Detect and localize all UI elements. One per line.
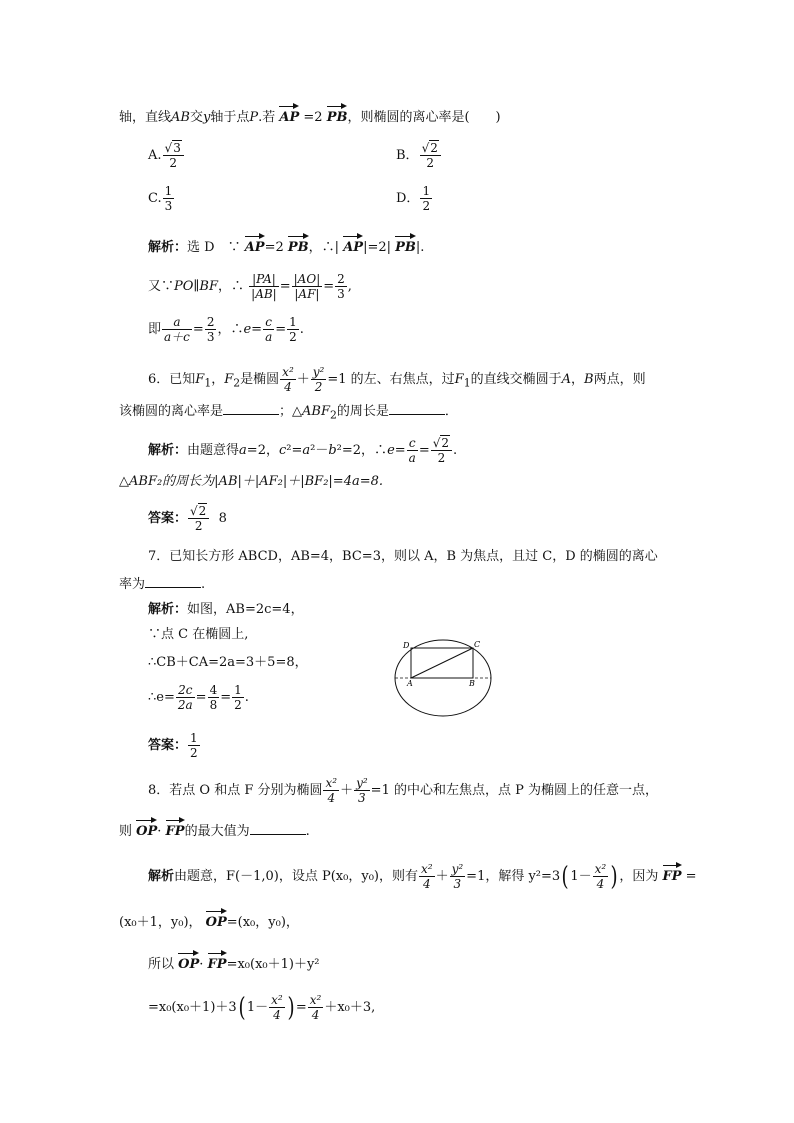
q6-solution-line2: △ABF₂的周长为|AB|＋|AF₂|＋|BF₂|=4a=8. — [119, 474, 384, 489]
q8-line1: 8．若点 O 和点 F 分别为椭圆 $\frac{\text{x²}}{4}$ ＋ $\frac{\text{y²}}{3}$ =1 的中心和左焦点，点 P 为椭圆上的任意一点， — [148, 776, 658, 805]
answer-blank[interactable] — [223, 402, 279, 415]
vector-ap: AP — [279, 103, 299, 127]
option-c: C. $\frac{1}{3}$ — [148, 184, 173, 213]
q6-answer: 答案： $\frac{√2}{2}$ 8 — [148, 504, 227, 533]
q8-line2: 则 OP· FP的最大值为 . — [119, 817, 310, 841]
option-b: B． $\frac{√2}{2}$ — [396, 141, 442, 170]
q6-solution-line1: 解析：由题意得a=2，c²=a²－b²=2，∴e= $\frac{c}{a}$ = $\frac{√2}{2}$ . — [148, 436, 458, 465]
q5-solution-line2: 又∵PO∥BF，∴ $\frac{|PA|}{|AB|}$ = $\frac{|AO|}{|AF|}$ = $\frac{2}{3}$ , — [148, 272, 352, 301]
q7-answer: 答案： $\frac{1}{2}$ — [148, 731, 198, 760]
q7-line2: 率为 . — [119, 577, 206, 592]
q8-solution-line4: =x₀(x₀＋1)＋3( 1－ $\frac{\text{x²}}{4}$ ) = $\frac{\text{x²}}{4}$ ＋x₀＋3, — [148, 992, 376, 1023]
q6-line2: 该椭圆的离心率是 ；$\triangle ABF_2$的周长是 ． — [119, 404, 458, 422]
q5-continuation-line: 轴，直线AB交y轴于点P.若 AP =2 PB，则椭圆的离心率是( ) — [119, 103, 501, 127]
q8-solution-line2: (x₀＋1，y₀)， OP=(x₀，y₀)， — [119, 908, 299, 932]
q7-solution-line4: ∴e= $\frac{2c}{2a}$ = $\frac{4}{8}$ = $\frac{1}{2}$ . — [148, 683, 249, 712]
ellipse-rectangle-figure — [393, 638, 493, 720]
answer-blank[interactable] — [145, 575, 201, 588]
option-a: A. $\frac{√3}{2}$ — [148, 141, 185, 170]
label-a: A — [407, 679, 413, 688]
q7-solution-line2: ∵点 C 在椭圆上, — [148, 627, 249, 642]
label-d: D — [403, 641, 410, 650]
q5-solution-line3: 即 $\frac{a}{a+c}$ = $\frac{2}{3}$ ，∴e= $\frac{c}{a}$ = $\frac{1}{2}$ . — [148, 315, 304, 344]
answer-blank[interactable] — [389, 402, 445, 415]
q7-solution-line3: ∴CB＋CA=2a=3＋5=8， — [148, 655, 308, 670]
q7-solution-line1: 解析：如图，AB=2c=4， — [148, 602, 304, 617]
q5-solution-line1: 解析：选 D ∵ AP=2 PB，∴| AP|=2| PB|. — [148, 233, 424, 257]
q6-line1: 6．已知$F_1$，$F_2$是椭圆 $\frac{\text{x²}}{4}$ ＋ $\frac{\text{y²}}{2}$ =1 的左、右焦点，过$F_1$的直线交椭圆于A，B两点，则 — [148, 365, 646, 394]
q7-line1: 7．已知长方形 ABCD，AB=4，BC=3，则以 A，B 为焦点，且过 C，D 的椭圆的离心 — [148, 549, 658, 564]
answer-blank[interactable] — [250, 822, 306, 835]
label-c: C — [474, 640, 481, 649]
label-b: B — [469, 679, 475, 688]
option-d: D． $\frac{1}{2}$ — [396, 184, 431, 213]
vector-pb: PB — [327, 103, 348, 127]
q8-solution-line1: 解析由题意，F(－1,0)，设点 P(x₀，y₀)，则有 $\frac{\text{x²}}{4}$ ＋ $\frac{\text{y²}}{3}$ =1，解得 y²=3( 1－ $\frac{\text{x²}}{4}$ ) ，因为 FP = — [148, 861, 697, 892]
q8-solution-line3: 所以 OP· FP=x₀(x₀＋1)＋y² — [148, 950, 320, 974]
